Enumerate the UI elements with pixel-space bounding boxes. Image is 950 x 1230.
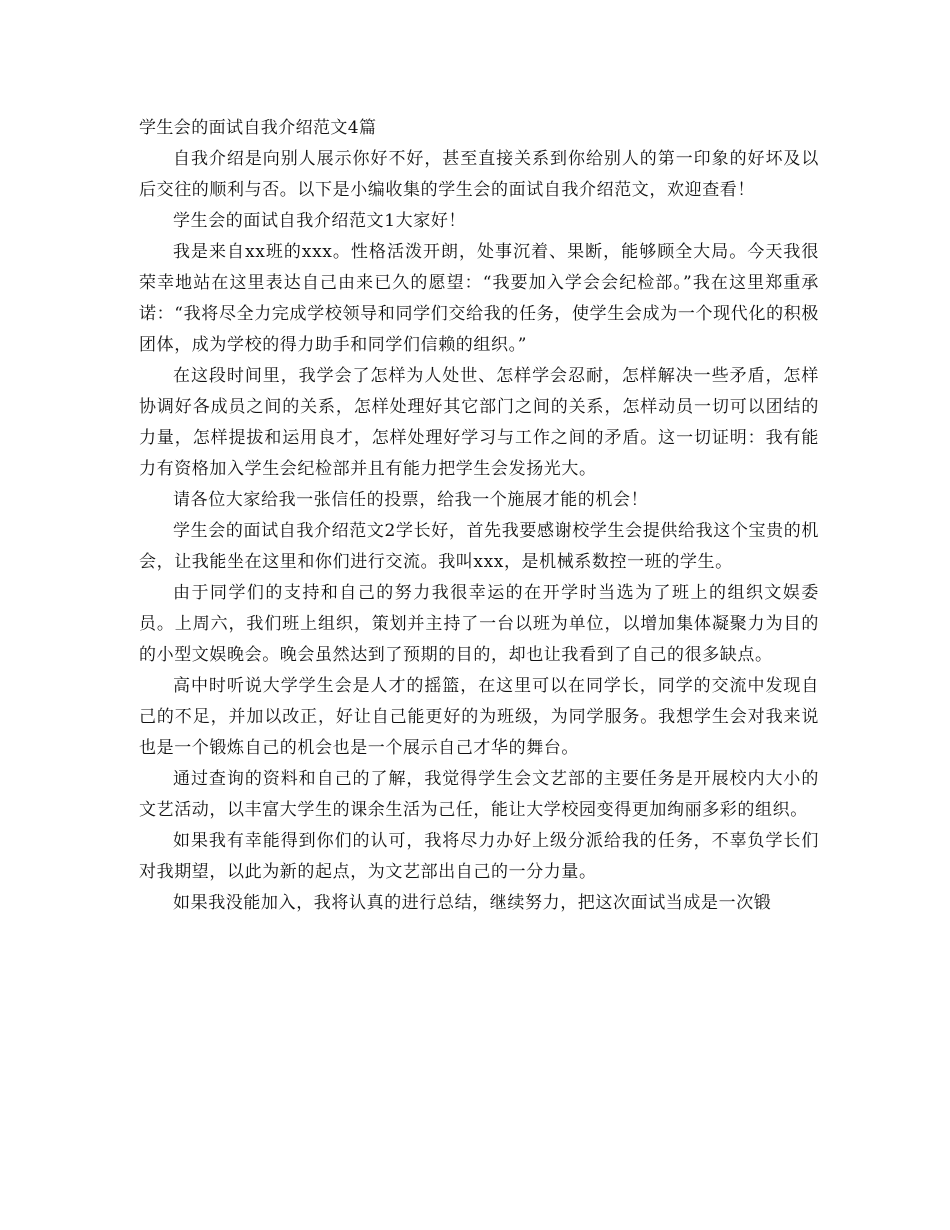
paragraph-sample-2-experience: 由于同学们的支持和自己的努力我很幸运的在开学时当选为了班上的组织文娱委员。上周六，我们班上组织，策划并主持了一台以班为单位，以增加集体凝聚力为目的的小型文娱晚会。晚会虽然达到了预期的目的，却也让我看到了自己的很多缺点。 <box>139 583 819 665</box>
paragraph-sample-2-heading: 学生会的面试自我介绍范文2学长好，首先我要感谢校学生会提供给我这个宝贵的机会，让我能坐在这里和你们进行交流。我叫xxx，是机械系数控一班的学生。 <box>139 521 819 572</box>
document-body <box>139 113 819 919</box>
paragraph-sample-1-self-intro: 我是来自xx班的xxx。性格活泼开朗，处事沉着、果断，能够顾全大局。今天我很荣幸地站在这里表达自己由来已久的愿望：“我要加入学会会纪检部。”我在这里郑重承诺：“我将尽全力完成学校领导和同学们交给我的任务，使学生会成为一个现代化的积极团体，成为学校的得力助手和同学们信赖的组织。” <box>139 242 819 355</box>
paragraph-sample-2-understanding: 通过查询的资料和自己的了解，我觉得学生会文艺部的主要任务是开展校内大小的文艺活动，以丰富大学生的课余生活为己任，能让大学校园变得更加绚丽多彩的组织。 <box>139 769 819 820</box>
paragraph-sample-1-experience: 在这段时间里，我学会了怎样为人处世、怎样学会忍耐，怎样解决一些矛盾，怎样协调好各成员之间的关系，怎样处理好其它部门之间的关系，怎样动员一切可以团结的力量，怎样提拔和运用良才，怎样处理好学习与工作之间的矛盾。这一切证明：我有能力有资格加入学生会纪检部并且有能力把学生会发扬光大。 <box>139 366 819 479</box>
paragraph-intro: 自我介绍是向别人展示你好不好，甚至直接关系到你给别人的第一印象的好坏及以后交往的顺利与否。以下是小编收集的学生会的面试自我介绍范文，欢迎查看！ <box>139 149 819 200</box>
document-title: 学生会的面试自我介绍范文4篇 <box>139 118 377 138</box>
paragraph-sample-2-fallback: 如果我没能加入，我将认真的进行总结，继续努力，把这次面试当成是一次锻 <box>173 893 772 913</box>
paragraph-sample-2-commitment: 如果我有幸能得到你们的认可，我将尽力办好上级分派给我的任务，不辜负学长们对我期望，以此为新的起点，为文艺部出自己的一分力量。 <box>139 831 819 882</box>
paragraph-sample-2-motivation: 高中时听说大学学生会是人才的摇篮，在这里可以在同学长，同学的交流中发现自己的不足，并加以改正，好让自己能更好的为班级，为同学服务。我想学生会对我来说也是一个锻炼自己的机会也是一个展示自己才华的舞台。 <box>139 676 819 758</box>
paragraph-sample-1-closing: 请各位大家给我一张信任的投票，给我一个施展才能的机会！ <box>173 490 649 510</box>
paragraph-sample-1-heading: 学生会的面试自我介绍范文1大家好！ <box>173 211 467 231</box>
